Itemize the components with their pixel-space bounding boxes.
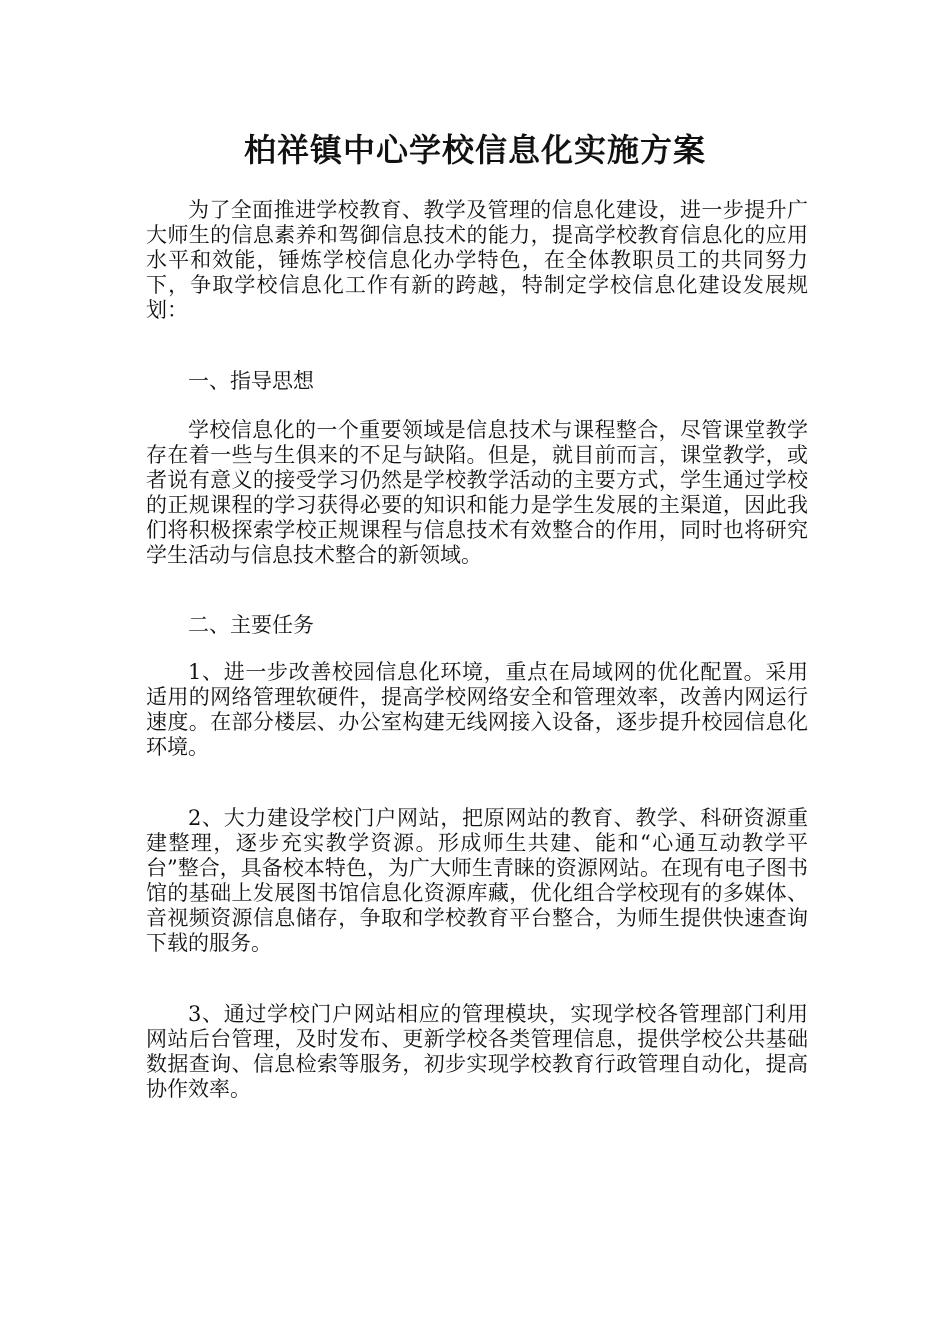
document-title: 柏祥镇中心学校信息化实施方案 [243, 131, 706, 169]
section-heading-guiding-thought: 一、指导思想 [188, 369, 314, 393]
task-item-2: 2、大力建设学校门户网站，把原网站的教育、教学、科研资源重建整理，逐步充实教学资源。形成师生共建、能和“心通互动教学平台”整合，具备校本特色，为广大师生青睐的资源网站。在现有电子图书馆的基础上发展图书馆信息化资源库藏，优化组合学校现有的多媒体、音视频资源信息储存，争取和学校教育平台整合，为师生提供快速查询下载的服务。 [146, 806, 808, 955]
section-heading-main-tasks: 二、主要任务 [188, 613, 314, 637]
task-item-1: 1、进一步改善校园信息化环境，重点在局域网的优化配置。采用适用的网络管理软硬件，提高学校网络安全和管理效率，改善内网运行速度。在部分楼层、办公室构建无线网接入设备，逐步提升校园信息化环境。 [146, 660, 808, 759]
guiding-thought-paragraph: 学校信息化的一个重要领域是信息技术与课程整合，尽管课堂教学存在着一些与生俱来的不足与缺陷。但是，就目前而言，课堂教学，或者说有意义的接受学习仍然是学校教学活动的主要方式，学生通过学校的正规课程的学习获得必要的知识和能力是学生发展的主渠道，因此我们将积极探索学校正规课程与信息技术有效整合的作用，同时也将研究学生活动与信息技术整合的新领域。 [146, 418, 808, 567]
intro-paragraph: 为了全面推进学校教育、教学及管理的信息化建设，进一步提升广大师生的信息素养和驾御信息技术的能力，提高学校教育信息化的应用水平和效能，锤炼学校信息化办学特色，在全体教职员工的共同努力下，争取学校信息化工作有新的跨越，特制定学校信息化建设发展规划： [146, 198, 808, 322]
task-item-3: 3、通过学校门户网站相应的管理模块，实现学校各管理部门利用网站后台管理，及时发布、更新学校各类管理信息，提供学校公共基础数据查询、信息检索等服务，初步实现学校教育行政管理自动化，提高协作效率。 [146, 1002, 808, 1101]
